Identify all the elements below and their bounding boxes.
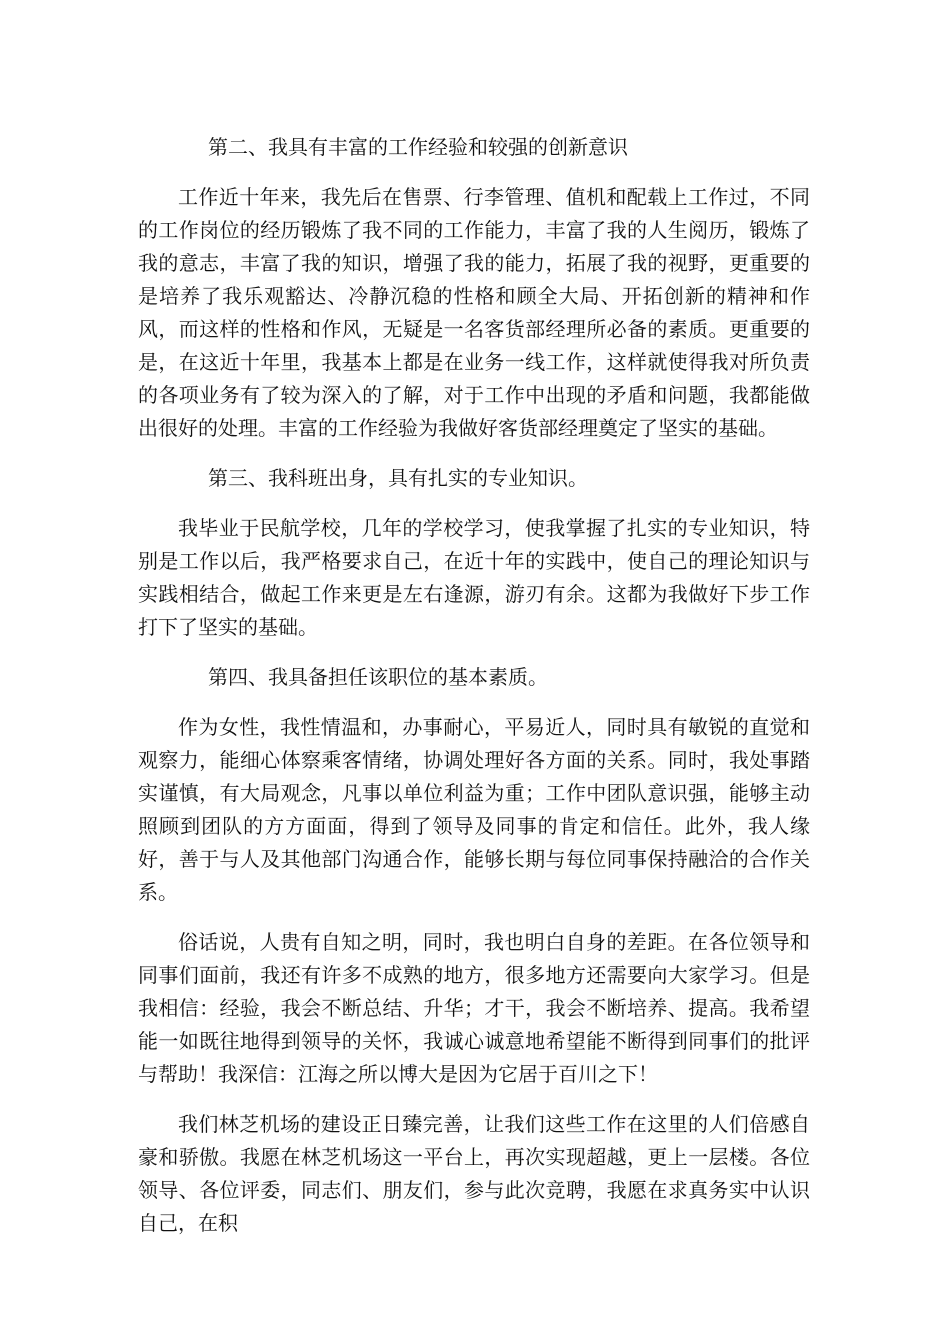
section-heading-3: 第三、我科班出身，具有扎实的专业知识。 (208, 466, 588, 490)
body-paragraph-qualities: 作为女性，我性情温和，办事耐心，平易近人，同时具有敏锐的直觉和观察力，能细心体察乘客情绪，协调处理好各方面的关系。同时，我处事踏实谨慎，有大局观念，凡事以单位利益为重；工作中团队意识强，能够主动照顾到团队的方方面面，得到了领导及同事的肯定和信任。此外，我人缘好，善于与人及其他部门沟通合作，能够长期与每位同事保持融洽的合作关系。 (138, 715, 810, 904)
section-heading-2: 第二、我具有丰富的工作经验和较强的创新意识 (208, 135, 628, 159)
document-body (138, 131, 810, 1257)
body-paragraph-education: 我毕业于民航学校，几年的学校学习，使我掌握了扎实的专业知识，特别是工作以后，我严格要求自己，在近十年的实践中，使自己的理论知识与实践相结合，做起工作来更是左右逢源，游刃有余。这都为我做好下步工作打下了坚实的基础。 (138, 516, 810, 639)
body-paragraph-work-experience: 工作近十年来，我先后在售票、行李管理、值机和配载上工作过，不同的工作岗位的经历锻炼了我不同的工作能力，丰富了我的人生阅历，锻炼了我的意志，丰富了我的知识，增强了我的能力，拓展了我的视野，更重要的是培养了我乐观豁达、冷静沉稳的性格和顾全大局、开拓创新的精神和作风，而这样的性格和作风，无疑是一名客货部经理所必备的素质。更重要的是，在这近十年里，我基本上都是在业务一线工作，这样就使得我对所负责的各项业务有了较为深入的了解，对于工作中出现的矛盾和问题，我都能做出很好的处理。丰富的工作经验为我做好客货部经理奠定了坚实的基础。 (138, 185, 810, 440)
section-heading-4: 第四、我具备担任该职位的基本素质。 (208, 665, 548, 689)
body-paragraph-self-awareness: 俗话说，人贵有自知之明，同时，我也明白自身的差距。在各位领导和同事们面前，我还有许多不成熟的地方，很多地方还需要向大家学习。但是我相信：经验，我会不断总结、升华；才干，我会不断培养、提高。我希望能一如既往地得到领导的关怀，我诚心诚意地希望能不断得到同事们的批评与帮助！我深信：江海之所以博大是因为它居于百川之下！ (138, 930, 810, 1086)
body-paragraph-airport: 我们林芝机场的建设正日臻完善，让我们这些工作在这里的人们倍感自豪和骄傲。我愿在林芝机场这一平台上，再次实现超越，更上一层楼。各位领导、各位评委，同志们、朋友们，参与此次竞聘，我愿在求真务实中认识自己，在积 (138, 1112, 810, 1235)
